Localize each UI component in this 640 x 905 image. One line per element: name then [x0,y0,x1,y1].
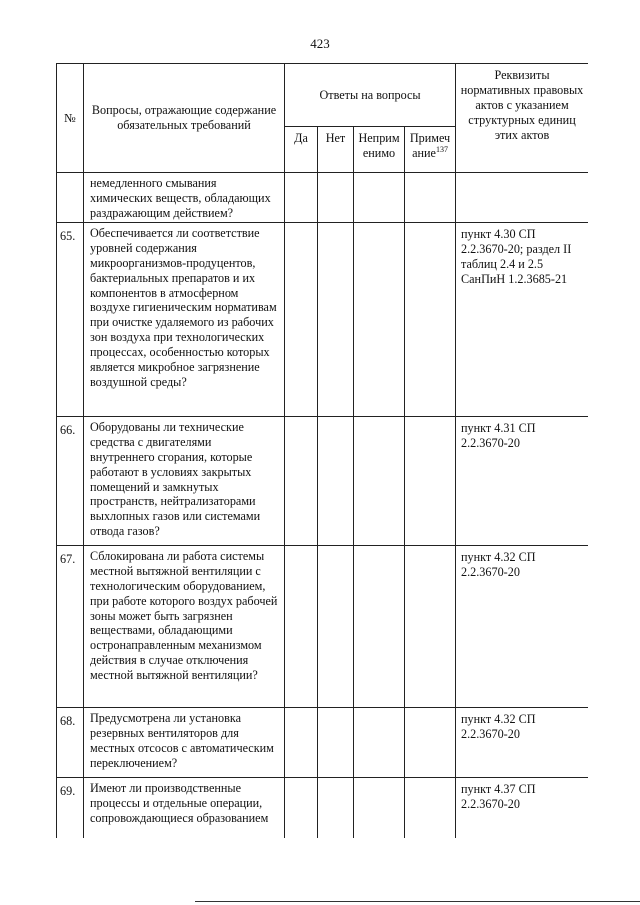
header-note-footnote: 137 [435,144,448,154]
page-number: 423 [310,36,330,51]
row-question: Оборудованы ли технические средства с двигателями внутреннего сгорания, которые работают в условиях закрытых помещений и замкнутых пространств, нейтрализаторами выхлопных газов или системами отвода газов? [84,417,285,546]
row-question: Сблокирована ли работа системы местной вытяжной вентиляции с технологическим оборудованием, при работе которого воздух рабочей зоны может быть загрязнен веществами, обладающими остронаправленным механизмом действия в случае отключения местной вытяжной вентиляции? [84,546,285,708]
header-answers: Ответы на вопросы [285,64,456,127]
header-note-label: Примеч ание [409,131,451,160]
row-requisites: пункт 4.37 СП 2.2.3670-20 [456,778,588,839]
answer-no-cell[interactable] [318,708,354,778]
answer-note-cell[interactable] [405,778,456,839]
header-note [405,127,456,173]
answer-note-cell[interactable] [405,417,456,546]
answer-na-cell[interactable] [354,778,405,839]
answer-note-cell[interactable] [405,173,456,223]
row-num [57,173,84,223]
header-na: Неприм енимо [354,127,405,173]
checklist-table [56,63,588,838]
row-num: 65. [57,223,84,417]
answer-na-cell[interactable] [354,546,405,708]
answer-na-cell[interactable] [354,223,405,417]
answer-na-cell[interactable] [354,173,405,223]
answer-no-cell[interactable] [318,417,354,546]
row-requisites: пункт 4.32 СП 2.2.3670-20 [456,546,588,708]
page-bottom-rule [195,901,640,902]
header-num: № [57,64,84,173]
row-requisites: пункт 4.30 СП 2.2.3670-20; раздел II таблиц 2.4 и 2.5 СанПиН 1.2.3685-21 [456,223,588,417]
answer-yes-cell[interactable] [285,778,318,839]
checklist-sheet [56,63,588,838]
table-row [57,778,589,839]
table-row [57,417,589,546]
answer-yes-cell[interactable] [285,173,318,223]
row-question: Предусмотрена ли установка резервных вентиляторов для местных отсосов с автоматическим переключением? [84,708,285,778]
row-num: 68. [57,708,84,778]
row-requisites: пункт 4.32 СП 2.2.3670-20 [456,708,588,778]
row-question: Обеспечивается ли соответствие уровней содержания микроорганизмов-продуцентов, бактериальных препаратов и их компонентов в атмосферном воздухе гигиеническим нормативам при очистке удаляемого из рабочих зон воздуха при технологических процессах, особенностью которых является микробное загрязнение воздушной среды? [84,223,285,417]
answer-yes-cell[interactable] [285,546,318,708]
answer-note-cell[interactable] [405,223,456,417]
header-requisites: Реквизиты нормативных правовых актов с указанием структурных единиц этих актов [456,64,588,173]
answer-note-cell[interactable] [405,546,456,708]
table-header-row [57,64,589,127]
row-num: 67. [57,546,84,708]
table-row [57,708,589,778]
answer-note-cell[interactable] [405,708,456,778]
header-no: Нет [318,127,354,173]
answer-no-cell[interactable] [318,173,354,223]
answer-no-cell[interactable] [318,546,354,708]
answer-yes-cell[interactable] [285,417,318,546]
answer-no-cell[interactable] [318,223,354,417]
row-question: Имеют ли производственные процессы и отдельные операции, сопровождающиеся образованием [84,778,285,839]
row-num: 66. [57,417,84,546]
answer-no-cell[interactable] [318,778,354,839]
header-question: Вопросы, отражающие содержание обязательных требований [84,64,285,173]
row-question: немедленного смывания химических веществ, обладающих раздражающим действием? [84,173,285,223]
row-requisites: пункт 4.31 СП 2.2.3670-20 [456,417,588,546]
answer-yes-cell[interactable] [285,223,318,417]
row-requisites [456,173,588,223]
table-row [57,546,589,708]
answer-na-cell[interactable] [354,417,405,546]
header-yes: Да [285,127,318,173]
answer-na-cell[interactable] [354,708,405,778]
table-row [57,173,589,223]
row-num: 69. [57,778,84,839]
answer-yes-cell[interactable] [285,708,318,778]
table-row [57,223,589,417]
